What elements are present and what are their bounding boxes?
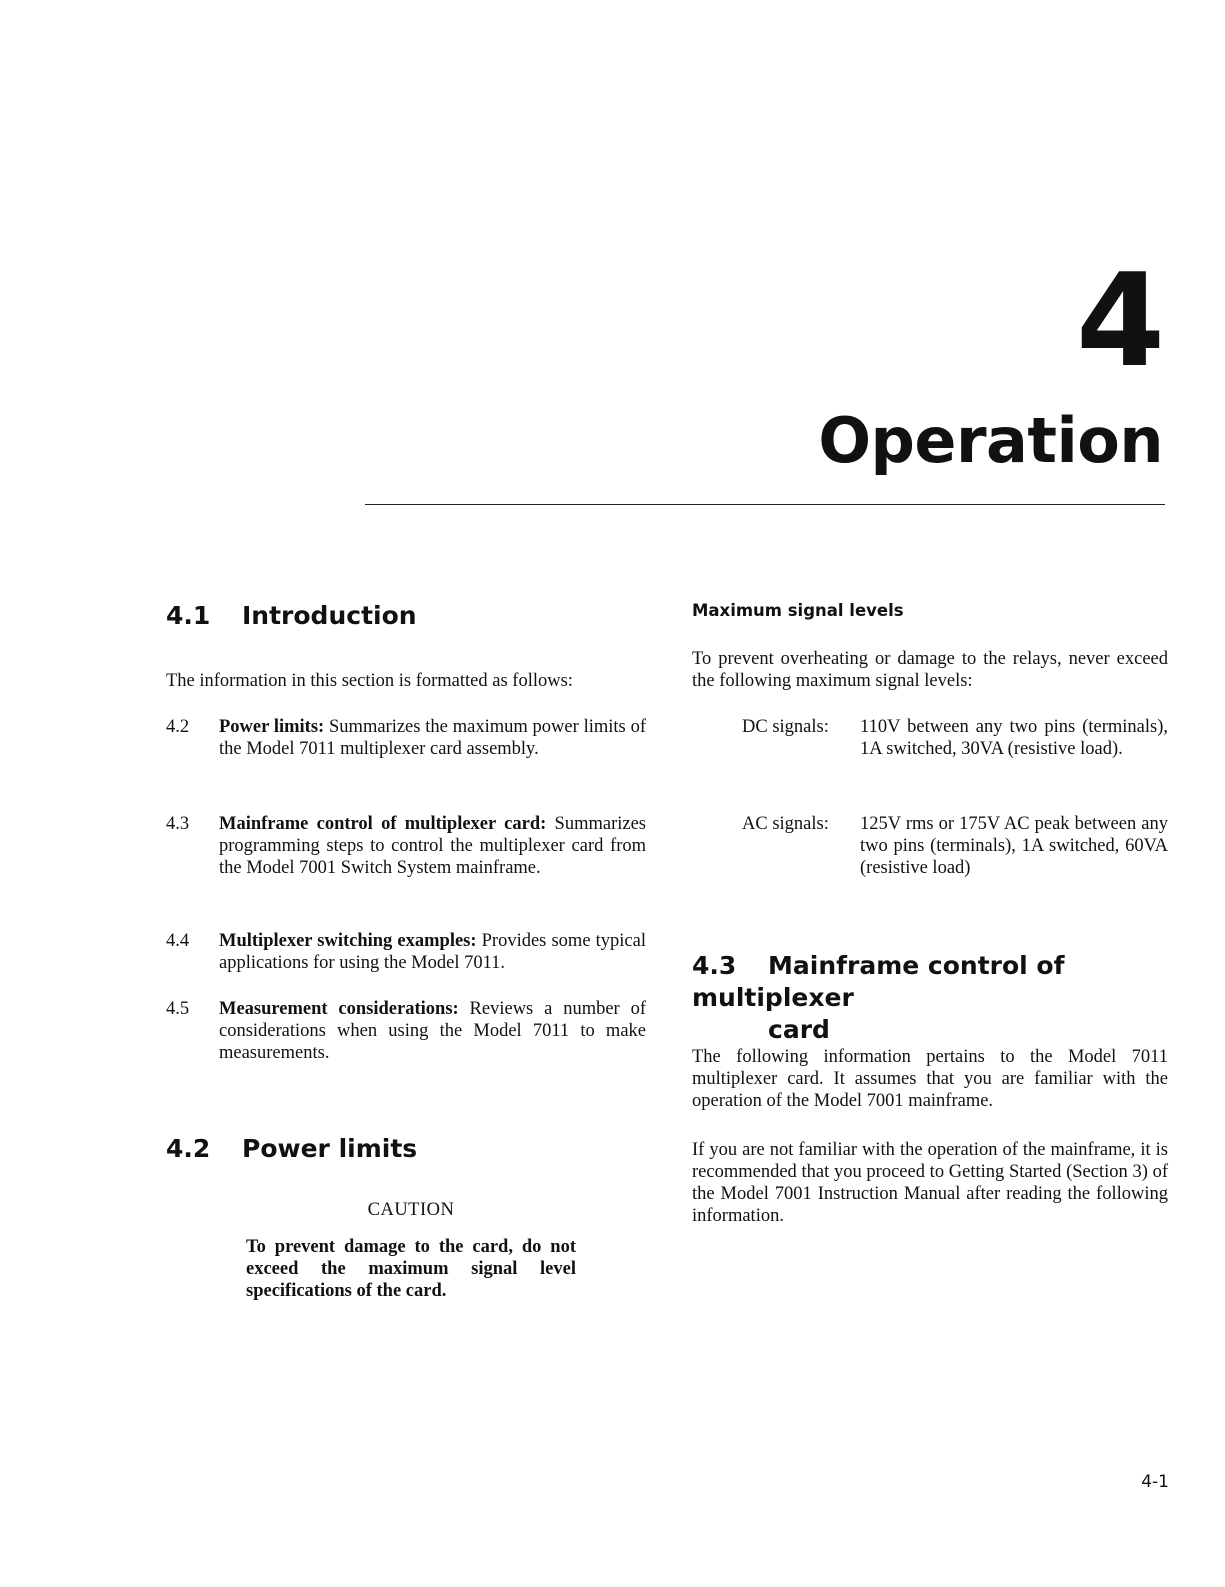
- list-item-term: Mainframe control of multiplexer card:: [219, 814, 547, 834]
- section-4-1-intro: The information in this section is formatted as follows:: [166, 671, 573, 691]
- caution-title: CAUTION: [367, 1200, 455, 1220]
- list-item: [166, 813, 646, 879]
- section-number: 4.2: [166, 1134, 211, 1163]
- list-item: [166, 930, 646, 974]
- ac-signal-label: AC signals:: [742, 814, 829, 834]
- list-item: [166, 998, 646, 1064]
- ac-signal-spec: [742, 813, 1168, 879]
- section-4-3-paragraph-1: The following information pertains to the Model 7011 multiplexer card. It assumes that you are familiar with the operation of the Model 7001 mainframe.: [692, 1047, 1168, 1111]
- caution-text: To prevent damage to the card, do not exceed the maximum signal level specifications of the card.: [246, 1237, 576, 1301]
- section-4-1-heading: [166, 600, 417, 632]
- section-title-line1: Mainframe control of multiplexer: [692, 951, 1065, 1012]
- list-item-text: Summarizes the maximum power limits of the Model 7011 multiplexer card assembly.: [219, 717, 646, 759]
- ac-signal-text: 125V rms or 175V AC peak between any two pins (terminals), 1A switched, 60VA (resistive load): [860, 814, 1168, 878]
- section-number: 4.1: [166, 601, 211, 630]
- dc-signal-label: DC signals:: [742, 717, 829, 737]
- list-item-term: Measurement considerations:: [219, 999, 459, 1019]
- section-title-line2: card: [768, 1015, 830, 1044]
- list-item: [166, 716, 646, 760]
- dc-signal-spec: [742, 716, 1168, 760]
- section-4-2-heading: [166, 1133, 417, 1165]
- section-4-3-heading: [692, 950, 1172, 1046]
- chapter-title: Operation: [818, 404, 1163, 477]
- list-item-number: 4.2: [166, 717, 190, 737]
- page-number: 4-1: [1141, 1472, 1169, 1492]
- chapter-number: 4: [1075, 247, 1163, 396]
- list-item-number: 4.5: [166, 999, 190, 1019]
- section-title: Introduction: [242, 601, 417, 630]
- max-signal-intro: To prevent overheating or damage to the relays, never exceed the following maximum signal levels:: [692, 649, 1168, 691]
- list-item-text: Summarizes programming steps to control the multiplexer card from the Model 7001 Switch System mainframe.: [219, 814, 646, 878]
- max-signal-heading: Maximum signal levels: [692, 601, 904, 620]
- list-item-number: 4.3: [166, 814, 190, 834]
- list-item-text: Provides some typical applications for using the Model 7011.: [219, 931, 646, 973]
- list-item-text: Reviews a number of considerations when using the Model 7011 to make measurements.: [219, 999, 646, 1063]
- list-item-term: Power limits:: [219, 717, 325, 737]
- chapter-divider: [365, 504, 1165, 505]
- section-title: Power limits: [242, 1134, 418, 1163]
- section-4-3-paragraph-2: If you are not familiar with the operation of the mainframe, it is recommended that you proceed to Getting Started (Section 3) of the Model 7001 Instruction Manual after reading the following information.: [692, 1140, 1168, 1226]
- dc-signal-text: 110V between any two pins (terminals), 1A switched, 30VA (resistive load).: [860, 717, 1168, 759]
- section-number: 4.3: [692, 951, 737, 980]
- list-item-number: 4.4: [166, 931, 190, 951]
- list-item-term: Multiplexer switching examples:: [219, 931, 477, 951]
